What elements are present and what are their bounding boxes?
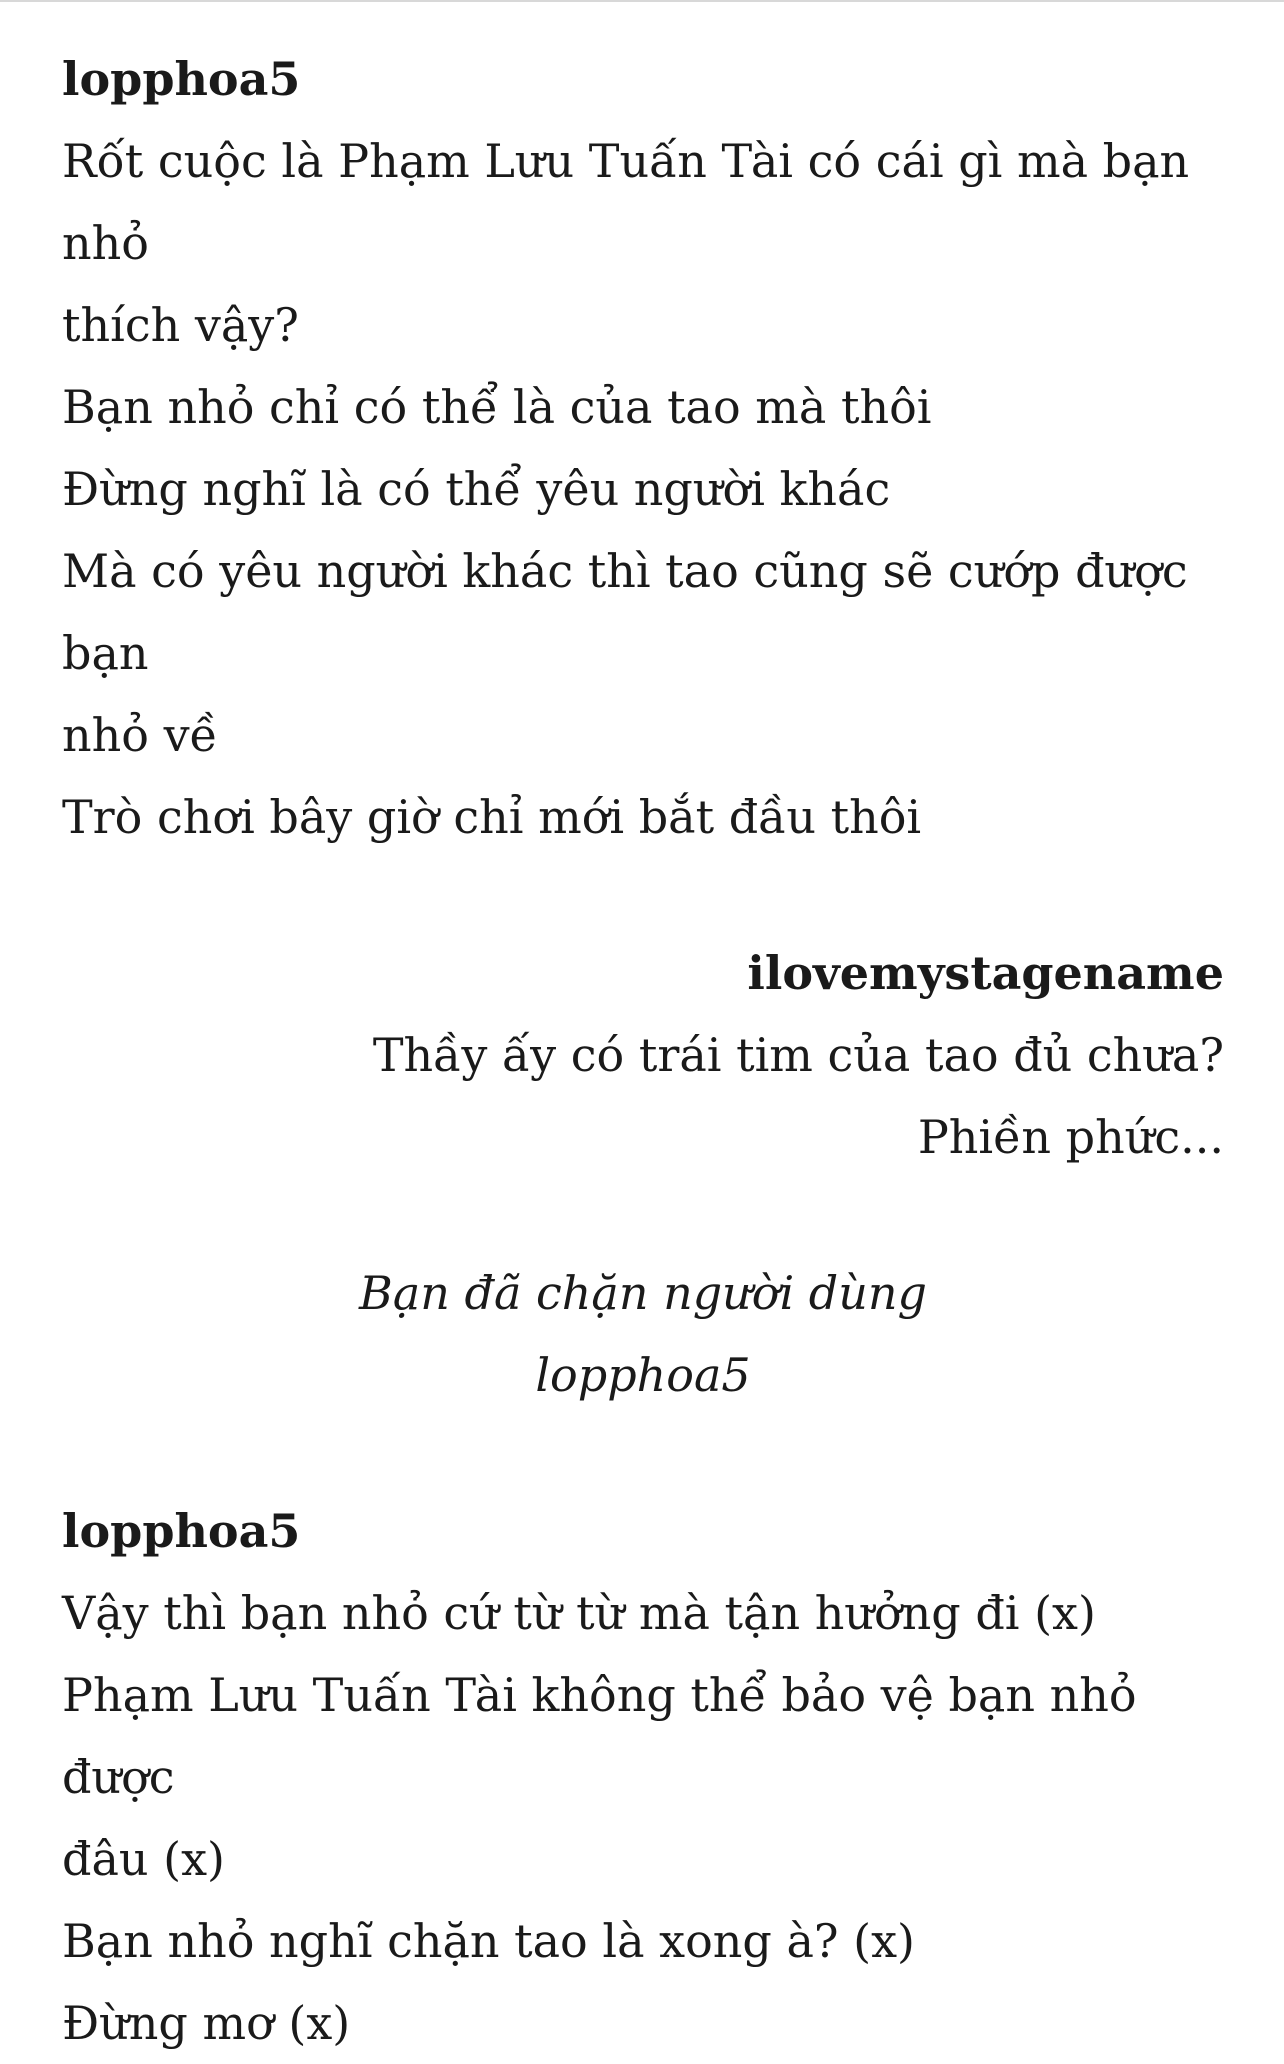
chat-transcript [62, 38, 1224, 2064]
message-block-lopphoa5-2 [62, 1490, 1224, 2064]
sender-name: ilovemystagename [747, 946, 1224, 1000]
sender-name: lopphoa5 [62, 52, 301, 106]
message-line: Mà có yêu người khác thì tao cũng sẽ cướp được bạn [62, 544, 1188, 680]
top-divider [0, 0, 1284, 2]
message-line: Bạn nhỏ nghĩ chặn tao là xong à? (x) [62, 1914, 915, 1968]
message-block-ilovemystagename [62, 932, 1224, 1178]
notice-line: lopphoa5 [535, 1348, 751, 1402]
notice-line: Bạn đã chặn người dùng [359, 1266, 927, 1320]
message-block-lopphoa5-1 [62, 38, 1224, 858]
sender-name: lopphoa5 [62, 1504, 301, 1558]
message-line: Phạm Lưu Tuấn Tài không thể bảo vệ bạn nhỏ được [62, 1668, 1137, 1804]
message-line: nhỏ về [62, 708, 218, 762]
message-line: thích vậy? [62, 298, 299, 352]
message-line: Phiền phức... [917, 1110, 1224, 1164]
message-line: Rốt cuộc là Phạm Lưu Tuấn Tài có cái gì mà bạn nhỏ [62, 134, 1190, 270]
message-line: Đừng mơ (x) [62, 1996, 351, 2050]
message-line: Vậy thì bạn nhỏ cứ từ từ mà tận hưởng đi (x) [62, 1586, 1096, 1640]
message-line: Thầy ấy có trái tim của tao đủ chưa? [372, 1028, 1224, 1082]
message-line: Bạn nhỏ chỉ có thể là của tao mà thôi [62, 380, 932, 434]
message-line: Đừng nghĩ là có thể yêu người khác [62, 462, 891, 516]
message-line: Trò chơi bây giờ chỉ mới bắt đầu thôi [62, 790, 922, 844]
message-line: đâu (x) [62, 1832, 225, 1886]
blocked-user-notice [62, 1252, 1224, 1416]
